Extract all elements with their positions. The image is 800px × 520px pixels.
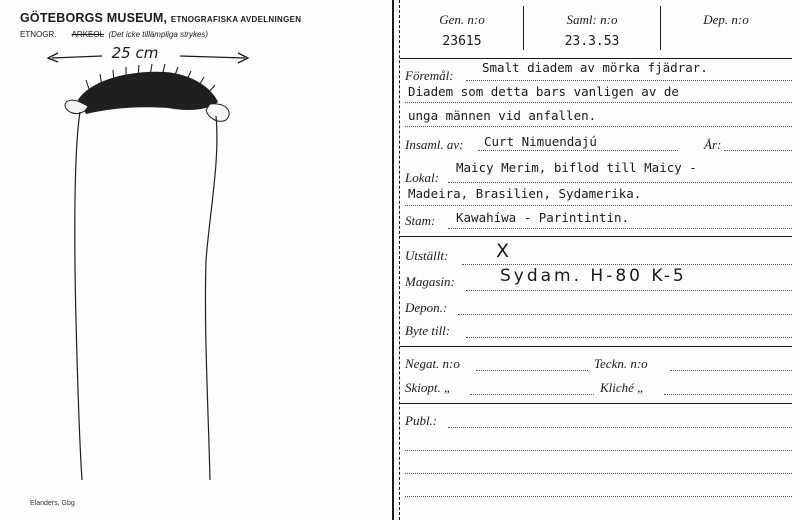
collection-type-line bbox=[20, 30, 208, 39]
diadem-sketch bbox=[40, 40, 280, 500]
measure-label: 25 cm bbox=[111, 44, 159, 62]
dotted-rule bbox=[405, 450, 792, 451]
panel-divider bbox=[392, 0, 394, 520]
band-right bbox=[205, 116, 216, 480]
negat-label: Negat. n:o bbox=[405, 356, 460, 371]
dotted-rule bbox=[448, 427, 792, 428]
saml-label: Saml: n:o bbox=[566, 12, 618, 27]
dotted-rule bbox=[466, 290, 792, 291]
lokal-label: Lokal: bbox=[405, 170, 439, 185]
dotted-rule bbox=[405, 473, 792, 474]
dep-number-cell bbox=[661, 0, 791, 56]
dotted-rule bbox=[462, 264, 792, 265]
stam-label: Stam: bbox=[405, 213, 436, 228]
lokal-line2: Madeira, Brasilien, Sydamerika. bbox=[408, 186, 642, 201]
stam-value: Kawahíwa - Parintintin. bbox=[456, 210, 630, 225]
saml-number-cell bbox=[524, 0, 660, 56]
magasin-value: Sydam. H-80 K-5 bbox=[500, 266, 687, 286]
dotted-rule bbox=[405, 205, 792, 206]
left-panel bbox=[0, 0, 392, 520]
magasin-label: Magasin: bbox=[405, 274, 455, 289]
section-line bbox=[400, 58, 792, 59]
publ-label: Publ.: bbox=[405, 413, 438, 428]
dotted-rule bbox=[476, 370, 588, 371]
museum-heading bbox=[20, 11, 301, 25]
dotted-rule bbox=[478, 150, 678, 151]
dotted-rule bbox=[724, 150, 792, 151]
measure-arrow bbox=[48, 44, 248, 63]
teckn-label: Teckn. n:o bbox=[594, 356, 648, 371]
insaml-value: Curt Nimuendajú bbox=[484, 134, 597, 149]
foremal-line1: Smalt diadem av mörka fjädrar. bbox=[482, 60, 708, 75]
department-name: ETNOGRAFISKA AVDELNINGEN bbox=[170, 15, 302, 24]
dotted-rule bbox=[458, 314, 792, 315]
dotted-rule bbox=[448, 228, 792, 229]
foremal-line2: Diadem som detta bars vanligen av de bbox=[408, 84, 679, 99]
dotted-rule bbox=[405, 496, 792, 497]
saml-value: 23.3.53 bbox=[564, 34, 620, 49]
gen-number-cell bbox=[402, 0, 522, 56]
gen-label: Gen. n:o bbox=[439, 12, 485, 27]
dotted-rule bbox=[466, 337, 792, 338]
section-line bbox=[400, 346, 792, 347]
dotted-rule bbox=[664, 394, 792, 395]
dotted-rule bbox=[405, 126, 792, 127]
skiopt-label: Skiopt. „ bbox=[405, 380, 452, 395]
museum-name: GÖTEBORGS MUSEUM, bbox=[20, 11, 168, 25]
dotted-rule bbox=[405, 102, 792, 103]
ar-label: År: bbox=[704, 137, 722, 152]
dep-label: Dep. n:o bbox=[703, 12, 749, 27]
dotted-rule bbox=[470, 394, 594, 395]
dotted-rule bbox=[448, 182, 792, 183]
dotted-rule bbox=[466, 80, 792, 81]
foremal-label: Föremål: bbox=[405, 68, 454, 83]
kliche-label: Kliché „ bbox=[600, 380, 645, 395]
dotted-rule bbox=[670, 370, 792, 371]
depon-label: Depon.: bbox=[405, 300, 448, 315]
utstallt-value: X bbox=[496, 240, 513, 262]
type-etnogr: ETNOGR. bbox=[20, 30, 57, 39]
utstallt-label: Utställt: bbox=[405, 248, 449, 263]
section-line bbox=[400, 236, 792, 237]
byte-label: Byte till: bbox=[405, 323, 451, 338]
type-note: (Det icke tillämpliga strykes) bbox=[108, 30, 209, 39]
band-left bbox=[75, 112, 82, 480]
gen-value: 23615 bbox=[442, 34, 482, 49]
printer-credit: Elanders, Gbg bbox=[30, 500, 75, 507]
perforation-line bbox=[399, 0, 400, 520]
lokal-line1: Maicy Merim, biflod till Maicy - bbox=[456, 160, 697, 175]
insaml-label: Insaml. av: bbox=[405, 137, 464, 152]
foremal-line3: unga männen vid anfallen. bbox=[408, 108, 597, 123]
type-arkeol: ARKEOL bbox=[71, 30, 105, 39]
section-line bbox=[400, 403, 792, 404]
feather-crest bbox=[78, 72, 218, 114]
